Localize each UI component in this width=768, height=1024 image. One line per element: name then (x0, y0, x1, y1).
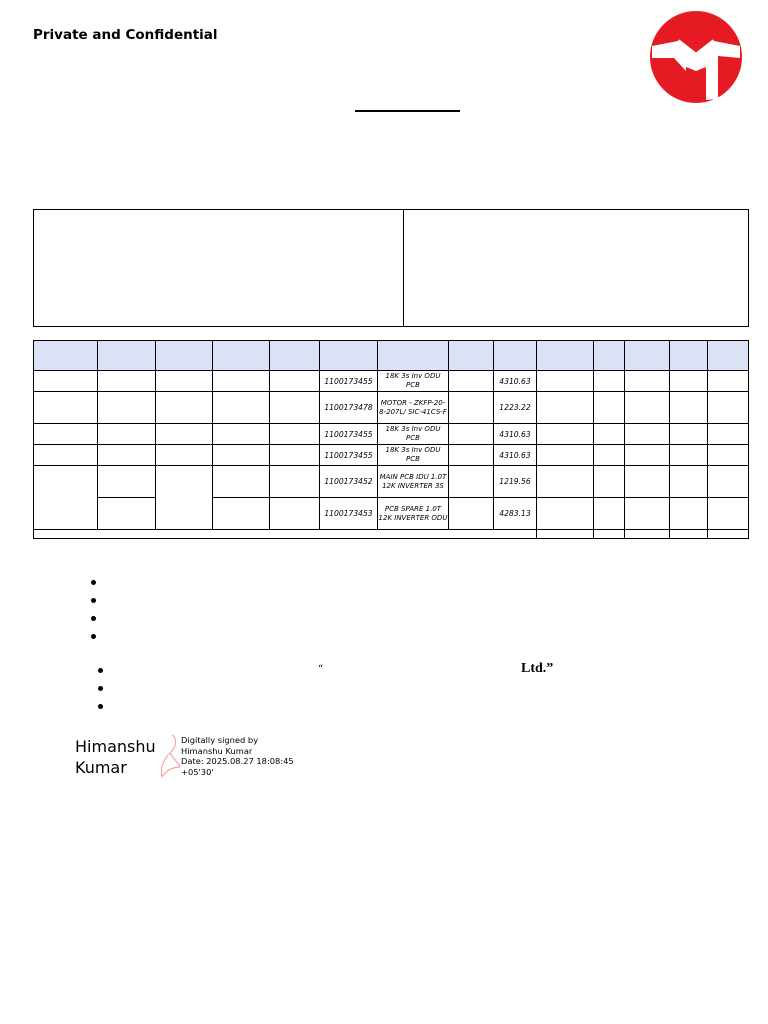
part-number-cell: 1100173452 (320, 466, 378, 498)
signature-label: Digitally signed by (181, 735, 259, 745)
part-number-cell: 1100173453 (320, 498, 378, 530)
parts-table (33, 340, 749, 539)
value-cell: 4283.13 (494, 498, 537, 530)
part-number-cell: 1100173478 (320, 392, 378, 424)
adobe-signature-mark-icon (156, 733, 182, 781)
table-row (34, 498, 749, 530)
bullet-icon (91, 616, 96, 621)
digital-signature-details (181, 735, 294, 777)
value-cell: 1219.56 (494, 466, 537, 498)
description-cell: 18K 3s Inv ODU PCB (378, 371, 449, 392)
description-cell: 18K 3s Inv ODU PCB (378, 424, 449, 445)
bullet-icon (98, 704, 103, 709)
description-cell: MAIN PCB IDU 1.0T 12K INVERTER 3S (378, 466, 449, 498)
value-cell: 4310.63 (494, 371, 537, 392)
table-row (34, 392, 749, 424)
company-quote-open: “ (318, 664, 324, 675)
bullet-icon (91, 580, 96, 585)
table-header-row (34, 341, 749, 371)
part-number-cell: 1100173455 (320, 445, 378, 466)
part-number-cell: 1100173455 (320, 424, 378, 445)
bullet-icon (91, 598, 96, 603)
value-cell: 4310.63 (494, 424, 537, 445)
signer-name (75, 736, 156, 778)
address-box-divider (403, 210, 404, 326)
table-row (34, 445, 749, 466)
bullet-icon (98, 668, 103, 673)
company-logo-icon (648, 11, 744, 103)
table-row (34, 371, 749, 392)
description-cell: PCB SPARE 1.0T 12K INVERTER ODU (378, 498, 449, 530)
document-header-title: Private and Confidential (33, 27, 218, 43)
signature-signer: Himanshu Kumar (181, 745, 253, 756)
table-row (34, 466, 749, 498)
address-box (33, 209, 749, 327)
description-cell: 18K 3s Inv ODU PCB (378, 445, 449, 466)
title-underline (355, 110, 460, 112)
signature-date: Date: 2025.08.27 18:08:45 (181, 756, 294, 766)
value-cell: 4310.63 (494, 445, 537, 466)
table-total-row (34, 530, 749, 539)
bullet-icon (91, 634, 96, 639)
part-number-cell: 1100173455 (320, 371, 378, 392)
value-cell: 1223.22 (494, 392, 537, 424)
bullet-icon (98, 686, 103, 691)
signature-timezone: +05'30' (181, 766, 214, 777)
description-cell: MOTOR - ZKFP-20-8-207L/ SIC-41CS-F (378, 392, 449, 424)
company-quote-suffix: Ltd.” (521, 661, 554, 676)
signer-last-name: Kumar (75, 758, 127, 777)
table-row (34, 424, 749, 445)
signer-first-name: Himanshu (75, 737, 156, 756)
